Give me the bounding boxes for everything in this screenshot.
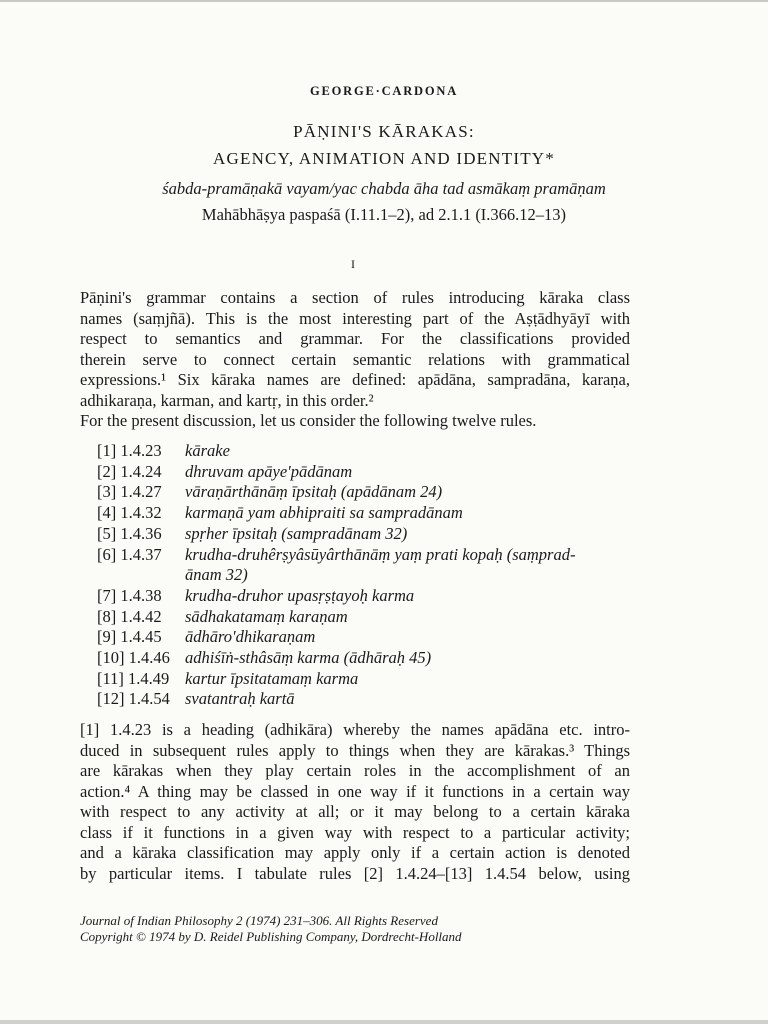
rule-item — [97, 462, 637, 483]
rule-number: [10] 1.4.46 — [97, 648, 170, 668]
rule-number: [4] 1.4.32 — [97, 503, 162, 523]
rule-item — [97, 586, 637, 607]
rule-number: [1] 1.4.23 — [97, 441, 162, 460]
rule-text: krudha-druhor upasṛṣṭayoḥ karma — [185, 585, 415, 605]
paragraph-2-text: For the present discussion, let us consider the following twelve rules. — [80, 411, 537, 430]
rule-text: karmaṇā yam abhipraiti sa sampradānam — [185, 503, 463, 523]
paragraph-3-line: with respect to any activity at all; or it may belong to a certain kāraka — [80, 802, 630, 821]
rule-item — [97, 648, 637, 669]
paragraph-3-line: are kārakas when they play certain roles in the accomplishment of an — [80, 761, 630, 780]
rule-item — [97, 545, 637, 566]
rule-text: kartur īpsitatamaṃ karma — [185, 668, 359, 688]
footer-copyright-line: Copyright © 1974 by D. Reidel Publishing Company, Dordrecht-Holland — [80, 929, 462, 944]
rule-number: [9] 1.4.45 — [97, 627, 162, 647]
rule-item — [97, 503, 637, 524]
rule-text: dhruvam apāye'pādānam — [185, 461, 353, 481]
paragraph-1-line: adhikaraṇa, karman, and kartṛ, in this order.² — [80, 390, 374, 410]
title-line-1: PĀṆINI'S KĀRAKAS: — [293, 122, 475, 141]
rule-number: [8] 1.4.42 — [97, 606, 162, 626]
rule-number: [2] 1.4.24 — [97, 461, 162, 481]
rule-item — [97, 482, 637, 503]
rules-list — [97, 441, 637, 710]
section-number: I — [351, 257, 355, 271]
rule-number: [11] 1.4.49 — [97, 668, 170, 688]
paragraph-1-line: expressions.¹ Six kāraka names are defined: apādāna, sampradāna, karaṇa, — [80, 370, 630, 389]
rule-item — [97, 607, 637, 628]
rule-text: kārake — [185, 441, 230, 460]
paragraph-1-line: respect to semantics and grammar. For the classifications provided — [80, 329, 630, 348]
paragraph-3-line: and a kāraka classification may apply only if a certain action is denoted — [80, 843, 630, 862]
rule-item — [97, 669, 637, 690]
page-top-edge — [0, 0, 768, 2]
rule-number: [7] 1.4.38 — [97, 585, 162, 605]
author-name: GEORGE·CARDONA — [309, 84, 459, 98]
rule-item — [97, 627, 637, 648]
paragraph-3-line: action.⁴ A thing may be classed in one way if it functions in a certain way — [80, 781, 630, 801]
paragraph-1 — [80, 288, 630, 411]
rule-text: sādhakatamaṃ karaṇam — [185, 606, 348, 626]
rule-continuation: ānam 32) — [185, 565, 248, 585]
title-line-2: AGENCY, ANIMATION AND IDENTITY* — [213, 149, 555, 168]
rule-number: [6] 1.4.37 — [97, 544, 162, 564]
rule-text: spṛher īpsitaḥ (sampradānam 32) — [185, 523, 408, 543]
paragraph-3 — [80, 720, 630, 884]
paragraph-3-line: by particular items. I tabulate rules [2] 1.4.24–[13] 1.4.54 below, using — [80, 863, 630, 883]
page-bottom-edge — [0, 1020, 768, 1024]
rule-number: [5] 1.4.36 — [97, 523, 162, 543]
paragraph-3-line: [1] 1.4.23 is a heading (adhikāra) whereby the names apādāna etc. intro- — [80, 720, 630, 739]
rule-number: [3] 1.4.27 — [97, 482, 162, 502]
rule-item — [97, 524, 637, 545]
paragraph-3-line: class if it functions in a given way with respect to a particular activity; — [80, 822, 630, 842]
epigraph-source: Mahābhāṣya paspaśā (I.11.1–2), ad 2.1.1 (I.366.12–13) — [201, 205, 567, 224]
rule-text: svatantraḥ kartā — [185, 689, 295, 709]
rule-item — [97, 689, 637, 710]
paragraph-1-line: therein serve to connect certain semantic relations with grammatical — [80, 349, 630, 369]
epigraph: śabda-pramāṇakā vayam/yac chabda āha tad asmākaṃ pramāṇam — [162, 179, 606, 198]
paragraph-3-line: duced in subsequent rules apply to things when they are kārakas.³ Things — [80, 740, 630, 760]
paragraph-1-line: names (saṃjñā). This is the most interesting part of the Aṣṭādhyāyī with — [80, 308, 630, 328]
rule-text: vāraṇārthānāṃ īpsitaḥ (apādānam 24) — [185, 482, 443, 502]
paragraph-2 — [80, 411, 630, 432]
footer-journal-line: Journal of Indian Philosophy 2 (1974) 231–306. All Rights Reserved — [80, 913, 438, 928]
rule-text: adhiśīṅ-sthâsāṃ karma (ādhāraḥ 45) — [185, 648, 432, 668]
rule-item — [97, 441, 637, 462]
journal-footer — [80, 913, 640, 945]
paragraph-1-line: Pāṇini's grammar contains a section of rules introducing kāraka class — [80, 288, 630, 307]
rule-number: [12] 1.4.54 — [97, 689, 170, 709]
rule-text: ādhāro'dhikaraṇam — [185, 627, 316, 647]
rule-text: krudha-druhêrṣyâsūyârthānāṃ yaṃ prati kopaḥ (saṃprad- — [185, 544, 576, 564]
